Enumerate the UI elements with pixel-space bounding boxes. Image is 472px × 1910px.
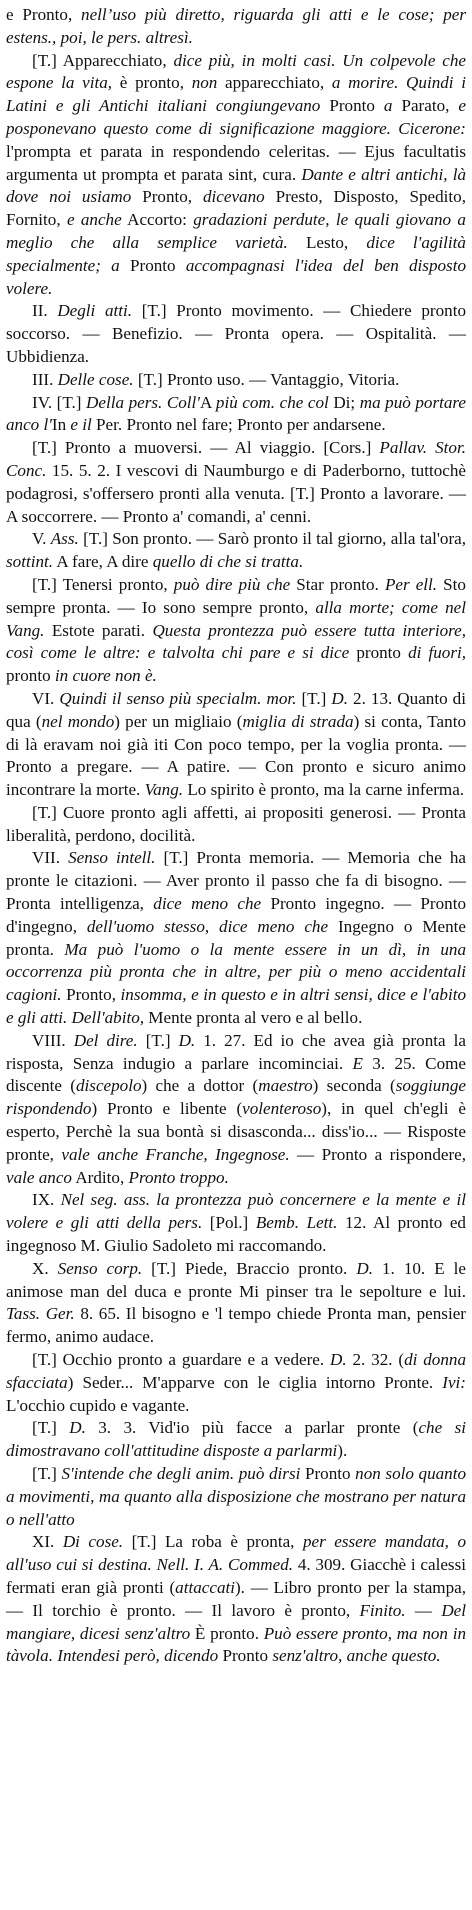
italic-text: vale anche bbox=[61, 1144, 139, 1164]
italic-text: maestro bbox=[258, 1076, 313, 1096]
roman-text: e Pronto, bbox=[6, 5, 82, 24]
italic-text: Franche, Ingegnose. bbox=[145, 1144, 290, 1164]
roman-text: [T.] Son pronto. — Sarò pronto il tal giorno, alla tal'ora, bbox=[78, 529, 467, 549]
roman-text: A fare, A dire bbox=[53, 552, 153, 572]
roman-text: V. bbox=[32, 529, 51, 549]
roman-text: III. bbox=[32, 369, 58, 389]
roman-text: X. bbox=[32, 1258, 58, 1278]
roman-text: ) si conta, Tanto di là eravam noi già iti Con poco tempo, per la voglia pronta. — Pronto a pregare. — A patire. — Con pronto e sicuro animo incontrare la morte. bbox=[6, 711, 466, 800]
dictionary-paragraph bbox=[6, 802, 466, 848]
roman-text: Ingegno o Mente pronta. bbox=[6, 916, 466, 959]
roman-text: ) Seder... M'apparve con le ciglia intorno Pronte. bbox=[67, 1372, 443, 1392]
italic-text: Ass. bbox=[50, 529, 79, 549]
italic-text: può dire più che bbox=[173, 574, 291, 594]
roman-text: In bbox=[51, 415, 71, 435]
roman-text: 3. 3. Vid'io più facce a parlar pronte ( bbox=[85, 1418, 419, 1438]
dictionary-paragraph bbox=[6, 1417, 466, 1463]
italic-text: D. bbox=[331, 688, 348, 708]
roman-text: [T.] Tenersi pronto, bbox=[32, 574, 174, 594]
dictionary-paragraph bbox=[6, 1189, 466, 1257]
roman-text: Estote parati. bbox=[44, 620, 153, 640]
dictionary-paragraph bbox=[6, 1463, 466, 1531]
italic-text: discepolo bbox=[76, 1076, 142, 1096]
roman-text: [T.] Apparecchiato, bbox=[32, 50, 174, 70]
italic-text: Vang. bbox=[144, 780, 184, 800]
italic-text: Bemb. Lett. bbox=[255, 1213, 338, 1233]
dictionary-paragraph bbox=[6, 4, 466, 50]
italic-text: Per ell. bbox=[384, 574, 438, 594]
italic-text: che si dimostravano coll'attitudine disposte a parlarmi bbox=[6, 1418, 466, 1461]
roman-text: Pronto bbox=[320, 96, 384, 116]
roman-text: 1. 10. E le animose man del duca e pronte Mi pinser tra le sepolture e lui. bbox=[6, 1258, 466, 1301]
italic-text: a bbox=[383, 96, 393, 116]
roman-text: XI. bbox=[32, 1532, 63, 1552]
italic-text: vale anco bbox=[6, 1167, 72, 1187]
roman-text: [T.] bbox=[32, 1418, 70, 1438]
italic-text: dice l'agilità specialmente; a bbox=[6, 232, 466, 275]
roman-text: Pronto, bbox=[61, 985, 121, 1005]
dictionary-paragraph bbox=[6, 392, 466, 438]
dictionary-paragraph bbox=[6, 574, 466, 688]
dictionary-paragraph bbox=[6, 1349, 466, 1417]
roman-text: A bbox=[199, 392, 216, 412]
italic-text: Ma può l'uomo o la mente essere in un dì, in una occorrenza più pronta che in altre, per più o meno accidentali cagioni. bbox=[6, 939, 467, 1005]
roman-text: È pronto. bbox=[190, 1623, 264, 1643]
italic-text: miglia di strada bbox=[242, 711, 354, 731]
roman-text: Ardito, bbox=[71, 1167, 129, 1187]
roman-text: [T.] Pronto uso. — Vantaggio, Vitoria. bbox=[133, 369, 400, 389]
roman-text: 3. 25. Come discente ( bbox=[6, 1053, 466, 1096]
roman-text: Pronto, bbox=[131, 187, 203, 207]
roman-text: [Pol.] bbox=[202, 1213, 256, 1233]
roman-text: [T.] Pronto movimento. — Chiedere pronto soccorso. — Benefizio. — Pronta opera. — Ospitalità. — Ubbidienza. bbox=[6, 301, 466, 366]
roman-text: 12. Al pronto ed ingegnoso M. Giulio Sadoleto mi raccomando. bbox=[6, 1213, 466, 1256]
italic-text: Del dire. bbox=[73, 1030, 138, 1050]
roman-text: 15. 5. 2. I vescovi di Naumburgo e di Paderborno, tuttochè podagrosi, s'offersero pronti alla venuta. [T.] Pronto a lavorare. — A soccorrere. — Pronto a' comandi, a' cenni. bbox=[6, 460, 466, 526]
dictionary-paragraph bbox=[6, 369, 466, 392]
roman-text: apparecchiato, bbox=[217, 73, 332, 93]
italic-text: e posponevano questo come di significazione maggiore. Cicerone: bbox=[6, 96, 466, 138]
italic-text: a morire. Quindi i Latini e gli Antichi italiani congiungevano bbox=[6, 73, 466, 116]
roman-text: Pronto ingegno. — Pronto d'ingegno, bbox=[6, 894, 467, 936]
roman-text: 1. 27. Ed io che avea già pronta la risposta, Senza indugio a parlare incominciai. bbox=[6, 1030, 466, 1073]
dictionary-paragraph bbox=[6, 50, 466, 301]
italic-text: e anche bbox=[66, 210, 122, 230]
roman-text: pronto bbox=[6, 666, 55, 686]
italic-text: non bbox=[191, 73, 218, 93]
italic-text: di donna sfacciata bbox=[6, 1350, 466, 1392]
roman-text: [T.] La roba è pronta, bbox=[123, 1532, 303, 1552]
roman-text: Star pronto. bbox=[290, 574, 385, 594]
roman-text: 2. 13. Quanto di qua ( bbox=[6, 688, 466, 731]
italic-text: dice più, in molti casi. Un colpevole che espone la vita, bbox=[6, 50, 466, 93]
italic-text: dicevano bbox=[203, 187, 265, 207]
roman-text: Pronto bbox=[218, 1646, 273, 1666]
roman-text: IX. bbox=[32, 1190, 61, 1210]
dictionary-paragraph bbox=[6, 688, 466, 802]
roman-text: IV. [T.] bbox=[32, 392, 87, 412]
roman-text: II. bbox=[32, 301, 58, 321]
dictionary-paragraph bbox=[6, 300, 466, 368]
italic-text: gradazioni perdute, le quali giovano a meglio che alla semplice varietà. bbox=[6, 210, 466, 252]
roman-text: Sto sempre pronta. — Io sono sempre pronto, bbox=[6, 574, 466, 617]
italic-text: Pallav. Stor. Conc. bbox=[6, 438, 466, 480]
italic-text: Degli atti. bbox=[57, 301, 133, 321]
roman-text: VI. bbox=[32, 688, 60, 708]
roman-text: [T.] bbox=[137, 1030, 179, 1050]
dictionary-paragraph bbox=[6, 437, 466, 528]
italic-text: D. bbox=[69, 1418, 86, 1438]
italic-text: attaccati bbox=[175, 1577, 235, 1597]
roman-text: Accorto: bbox=[121, 210, 194, 230]
italic-text: quello di che si tratta. bbox=[152, 552, 304, 572]
roman-text: Pronto bbox=[119, 255, 186, 275]
italic-text: volenteroso bbox=[242, 1099, 322, 1119]
roman-text: Per. Pronto nel fare; Pronto per andarsene. bbox=[91, 415, 386, 435]
roman-text: ). bbox=[337, 1441, 348, 1461]
italic-text: alla morte; come nel Vang. bbox=[6, 597, 467, 640]
italic-text: Di cose. bbox=[62, 1532, 124, 1552]
roman-text: VII. bbox=[32, 848, 69, 868]
dictionary-paragraph bbox=[6, 1030, 466, 1190]
italic-text: D. bbox=[356, 1258, 373, 1278]
italic-text: nel mondo bbox=[41, 711, 115, 731]
italic-text: Della pers. Coll' bbox=[86, 392, 200, 412]
roman-text: [T.] Pronta memoria. — Memoria che ha pronte le citazioni. — Aver pronto il passo che fa di bisogno. — Pronta intelligenza, bbox=[6, 848, 466, 914]
roman-text: ), in quel ch'egli è esperto, Perchè la sua bontà si disasconda... diss'io... — Risposte pronte, bbox=[6, 1099, 467, 1164]
roman-text: Parato, bbox=[392, 96, 459, 116]
roman-text: L'occhio cupido e vagante. bbox=[6, 1395, 190, 1415]
roman-text: Lo spirito è pronto, ma la carne inferma. bbox=[183, 780, 465, 800]
italic-text: Senso corp. bbox=[57, 1258, 143, 1278]
dictionary-paragraph bbox=[6, 528, 466, 574]
roman-text: ) seconda ( bbox=[312, 1076, 396, 1096]
italic-text: per essere mandata, o all'uso cui si destina. bbox=[6, 1532, 466, 1575]
roman-text: l'prompta et parata in respondendo celeritas. — Ejus facultatis argumenta ut prompta et parata sint, cura. bbox=[6, 141, 466, 184]
italic-text: accompagnasi l'idea del ben disposto volere. bbox=[6, 255, 467, 298]
italic-text: Del mangiare, dicesi senz'altro bbox=[6, 1600, 466, 1643]
italic-text: Finito. bbox=[359, 1600, 406, 1620]
italic-text: E bbox=[352, 1053, 363, 1073]
italic-text: e il bbox=[70, 415, 92, 435]
italic-text: ma può portare anco l' bbox=[6, 392, 466, 435]
roman-text: 2. 32. ( bbox=[346, 1350, 405, 1370]
italic-text: di fuori, bbox=[408, 643, 466, 663]
roman-text: 4. 309. Giacchè i calessi fermati eran già pronti ( bbox=[6, 1555, 466, 1597]
roman-text: [T.] bbox=[32, 1464, 62, 1483]
roman-text: VIII. bbox=[32, 1030, 74, 1050]
roman-text: ) per un migliaio ( bbox=[114, 711, 243, 731]
roman-text: Mente pronta al vero e al bello. bbox=[144, 1008, 363, 1028]
roman-text: è pronto, bbox=[112, 73, 192, 93]
italic-text: Intendesi però, dicendo bbox=[57, 1646, 219, 1666]
italic-text: Nell. I. A. Commed. bbox=[156, 1555, 294, 1575]
dictionary-paragraph bbox=[6, 1258, 466, 1349]
roman-text: Lesto, bbox=[287, 232, 367, 252]
italic-text: Pronto troppo. bbox=[128, 1167, 229, 1187]
italic-text: Ivi: bbox=[442, 1372, 466, 1392]
italic-text: dice meno che bbox=[153, 894, 262, 914]
italic-text: sottint. bbox=[6, 552, 54, 572]
roman-text: pronto bbox=[349, 643, 409, 663]
roman-text: [T.] Occhio pronto a guardare e a vedere. bbox=[32, 1350, 331, 1370]
roman-text: — Pronto a rispondere, bbox=[289, 1144, 467, 1164]
roman-text: Pronto bbox=[300, 1464, 356, 1483]
italic-text: Questa prontezza può essere tutta interiore, così come le altre: e talvolta chi pare e si dice bbox=[6, 620, 466, 663]
roman-text: ) Pronto e libente ( bbox=[91, 1099, 243, 1119]
roman-text: [T.] Piede, Braccio pronto. bbox=[142, 1258, 357, 1278]
dictionary-paragraph bbox=[6, 1531, 466, 1668]
italic-text: Nel seg. ass. la prontezza può concernere e la mente e il volere e gli atti della pers. bbox=[6, 1190, 466, 1233]
italic-text: Delle cose. bbox=[57, 369, 134, 389]
italic-text: Tass. Ger. bbox=[6, 1304, 75, 1324]
italic-text: D. bbox=[178, 1030, 196, 1050]
dictionary-paragraph bbox=[6, 847, 466, 1029]
italic-text: S'intende che degli anim. può dirsi bbox=[61, 1464, 301, 1483]
italic-text: senz'altro, anche questo. bbox=[272, 1646, 441, 1666]
italic-text: nell’uso più diretto, riguarda gli atti e le cose; per estens., poi, le pers. altresì. bbox=[6, 5, 466, 47]
italic-text: Dante e altri antichi, là dove noi usiamo bbox=[6, 164, 467, 207]
italic-text: soggiunge rispondendo bbox=[6, 1076, 466, 1119]
italic-text: Può essere pronto, ma non in tàvola. bbox=[6, 1623, 466, 1666]
roman-text: 8. 65. Il bisogno e 'l tempo chiede Pronta man, pensier fermo, animo audace. bbox=[6, 1304, 466, 1347]
italic-text: non solo quanto a movimenti, ma quanto alla disposizione che mostrano per natura o nell'atto bbox=[6, 1464, 467, 1529]
italic-text: più com. che col bbox=[215, 392, 329, 412]
italic-text: Quindi il senso più specialm. mor. bbox=[59, 688, 297, 708]
roman-text: — bbox=[405, 1600, 442, 1620]
italic-text: dell'uomo stesso, dice meno che bbox=[86, 916, 329, 936]
roman-text bbox=[138, 1145, 145, 1164]
roman-text: [T.] Pronto a muoversi. — Al viaggio. [Cors.] bbox=[32, 438, 380, 458]
italic-text: insomma, e in questo e in altri sensi, dice e l'abito e gli atti. Dell'abito, bbox=[6, 985, 466, 1028]
roman-text: Di; bbox=[328, 392, 360, 412]
roman-text: [T.] Cuore pronto agli affetti, ai propositi generosi. — Pronta liberalità, perdono, docilità. bbox=[6, 802, 466, 845]
roman-text: [T.] bbox=[296, 688, 332, 708]
roman-text: Presto, Disposto, Spedito, Fornito, bbox=[6, 187, 466, 230]
italic-text: D. bbox=[330, 1350, 347, 1370]
italic-text: in cuore non è. bbox=[54, 666, 157, 686]
roman-text: ). — Libro pronto per la stampa, — Il torchio è pronto. — Il lavoro è pronto, bbox=[6, 1577, 466, 1620]
italic-text: Senso intell. bbox=[68, 848, 156, 868]
roman-text: ) che a dottor ( bbox=[141, 1076, 259, 1096]
